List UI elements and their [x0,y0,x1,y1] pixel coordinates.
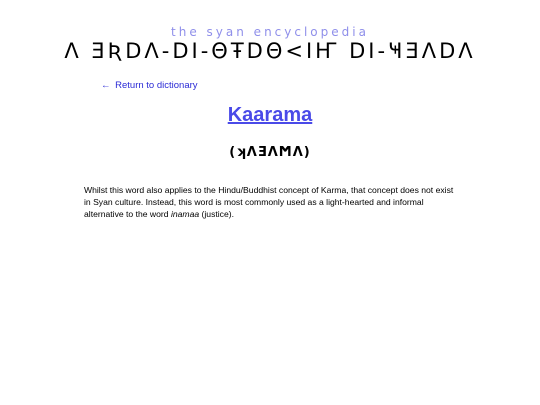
definition-term: inamaa [170,208,200,219]
entry-title-link[interactable]: Kaarama [227,104,313,126]
entry-definition [84,184,462,220]
definition-text-start: Whilst this word also applies to the Hindu/Buddhist concept of Karma, that concept does not exist in Syan culture. Instead, this word is most commonly used as a light-hearted and informal alternative to the word [84,184,454,219]
definition-text-end: (justice). [199,208,234,219]
site-title: Λ ƎƦDΛ-DI-ΘŦDΘ<IҤ DI-ҸƎΛDΛ [64,39,476,63]
site-tagline: the syan encyclopedia [171,25,369,39]
back-arrow-icon: ← [101,80,111,91]
return-link-label: Return to dictionary [115,80,198,91]
entry-script-form: (ʞΛƎΛϺΛ) [229,145,311,160]
return-to-dictionary-link[interactable] [101,80,198,91]
